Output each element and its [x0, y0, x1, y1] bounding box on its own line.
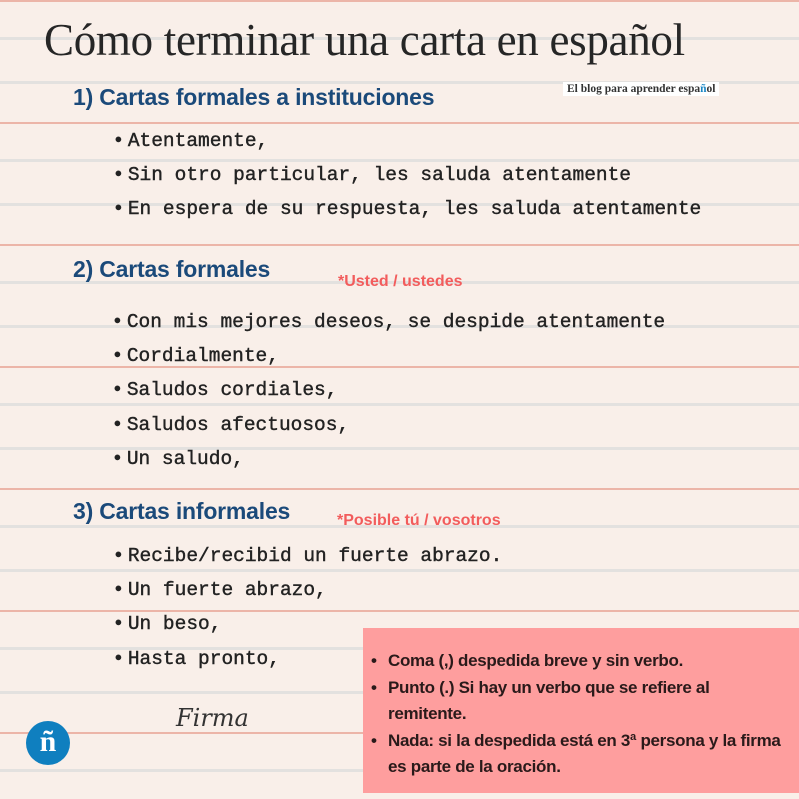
punctuation-rules-box [363, 628, 799, 793]
section-3-heading: 3) Cartas informales [73, 498, 291, 524]
list-item: • Saludos cordiales, [114, 372, 665, 406]
section-1-list [115, 123, 701, 226]
signature: Firma [176, 704, 249, 732]
list-item: • Sin otro particular, les saluda atentamente [115, 157, 701, 191]
rule-item: • Nada: si la despedida está en 3ª persona y la firma es parte de la oración. [371, 728, 791, 781]
list-item: • Un beso, [115, 606, 502, 640]
list-item: • Saludos afectuosos, [114, 407, 665, 441]
page-title: Cómo terminar una carta en español [44, 15, 685, 65]
list-item: • Un saludo, [114, 441, 665, 475]
list-item: • Con mis mejores deseos, se despide atentamente [114, 304, 665, 338]
list-item: • Cordialmente, [114, 338, 665, 372]
section-1-heading: 1) Cartas formales a instituciones [73, 84, 435, 110]
section-2-heading: 2) Cartas formales [73, 256, 271, 282]
brand-label [563, 82, 719, 96]
list-item: • Recibe/recibid un fuerte abrazo. [115, 538, 502, 572]
section-2-list [114, 304, 665, 475]
brand-text: El blog para aprender espa [567, 83, 701, 95]
list-item: • En espera de su respuesta, les saluda atentamente [115, 191, 701, 225]
list-item: • Un fuerte abrazo, [115, 572, 502, 606]
rule-item: • Coma (,) despedida breve y sin verbo. [371, 648, 791, 675]
rule-item: • Punto (.) Si hay un verbo que se refiere al remitente. [371, 675, 791, 728]
brand-highlight: ñ [700, 83, 707, 95]
list-item: • Hasta pronto, [115, 641, 502, 675]
list-item: • Atentamente, [115, 123, 701, 157]
logo-icon: ñ [26, 721, 70, 765]
section-3-note: *Posible tú / vosotros [337, 512, 501, 529]
section-2-note: *Usted / ustedes [338, 273, 463, 290]
brand-text-end: ol [706, 83, 716, 95]
